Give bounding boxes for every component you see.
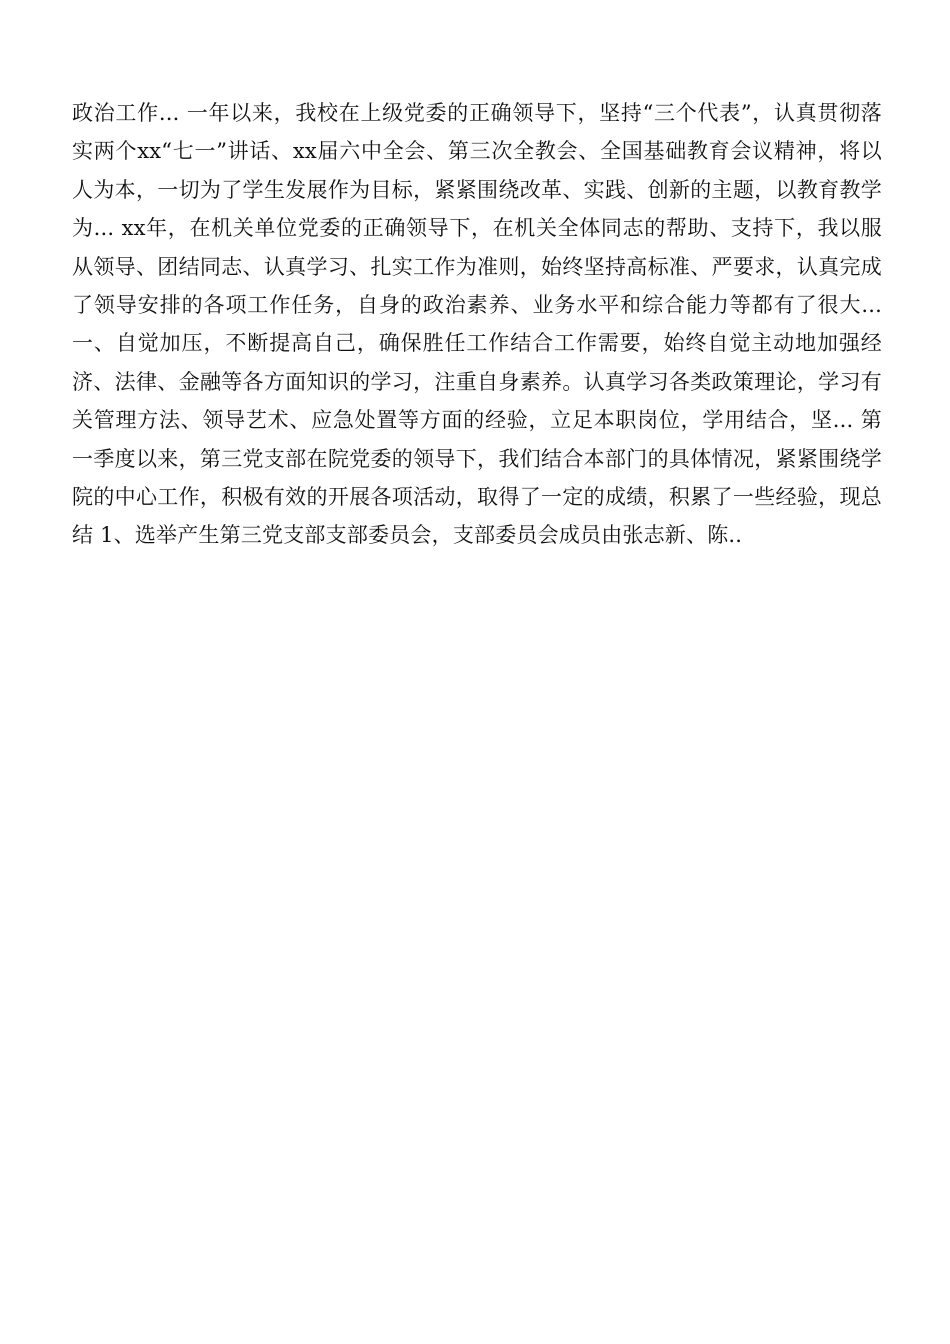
body-paragraph: 政治工作... 一年以来，我校在上级党委的正确领导下，坚持“三个代表”，认真贯彻落实两个xx“七一”讲话、xx届六中全会、第三次全教会、全国基础教育会议精神，将以人为本，一切为了学生发展作为目标，紧紧围绕改革、实践、创新的主题，以教育教学为... xx年，在机关单位党委的正确领导下，在机关全体同志的帮助、支持下，我以服从领导、团结同志、认真学习、扎实工作为准则，始终坚持高标准、严要求，认真完成了领导安排的各项工作任务，自身的政治素养、业务水平和综合能力等都有了很大... 一、自觉加压，不断提高自己，确保胜任工作结合工作需要，始终自觉主动地加强经济、法律、金融等各方面知识的学习，注重自身素养。认真学习各类政策理论，学习有关管理方法、领导艺术、应急处置等方面的经验，立足本职岗位，学用结合，坚... 第一季度以来，第三党支部在院党委的领导下，我们结合本部门的具体情况，紧紧围绕学院的中心工作，积极有效的开展各项活动，取得了一定的成绩，积累了一些经验，现总结 1、选举产生第三党支部支部委员会，支部委员会成员由张志新、陈.. (72, 101, 882, 548)
